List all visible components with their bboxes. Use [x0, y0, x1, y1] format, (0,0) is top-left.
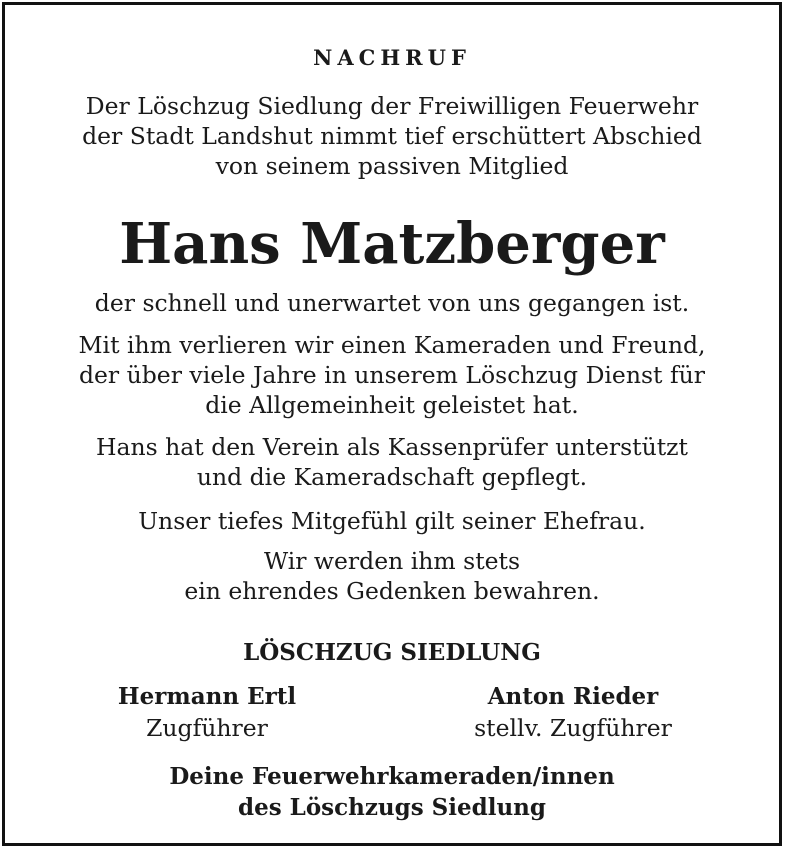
- intro-text: Der Löschzug Siedlung der Freiwilligen Feuerwehr der Stadt Landshut nimmt tief erschüttert Abschied von seinem passiven Mitglied: [82, 92, 702, 180]
- tribute-text: Mit ihm verlieren wir einen Kameraden und Freund, der über viele Jahre in unserem Löschzug Dienst für die Allgemeinheit geleistet hat.: [78, 331, 706, 419]
- remembrance-text: Wir werden ihm stets ein ehrendes Gedenken bewahren.: [184, 547, 600, 605]
- signatory-title: Zugführer: [146, 714, 268, 742]
- organization-name: LÖSCHZUG SIEDLUNG: [243, 639, 541, 666]
- signatory-name: Anton Rieder: [487, 683, 659, 710]
- signatory-title: stellv. Zugführer: [474, 714, 672, 742]
- signatory-left: [77, 682, 337, 744]
- closing-text: Deine Feuerwehrkameraden/innen des Löschzugs Siedlung: [169, 763, 615, 821]
- signatory-right: [443, 682, 703, 744]
- signatory-name: Hermann Ertl: [117, 683, 297, 710]
- passing-text: der schnell und unerwartet von uns gegangen ist.: [94, 289, 690, 317]
- deceased-name: Hans Matzberger: [119, 211, 665, 277]
- notice-heading: NACHRUF: [313, 45, 471, 70]
- role-text: Hans hat den Verein als Kassenprüfer unterstützt und die Kameradschaft gepflegt.: [95, 433, 689, 491]
- condolence-text: Unser tiefes Mitgefühl gilt seiner Ehefrau.: [138, 507, 646, 535]
